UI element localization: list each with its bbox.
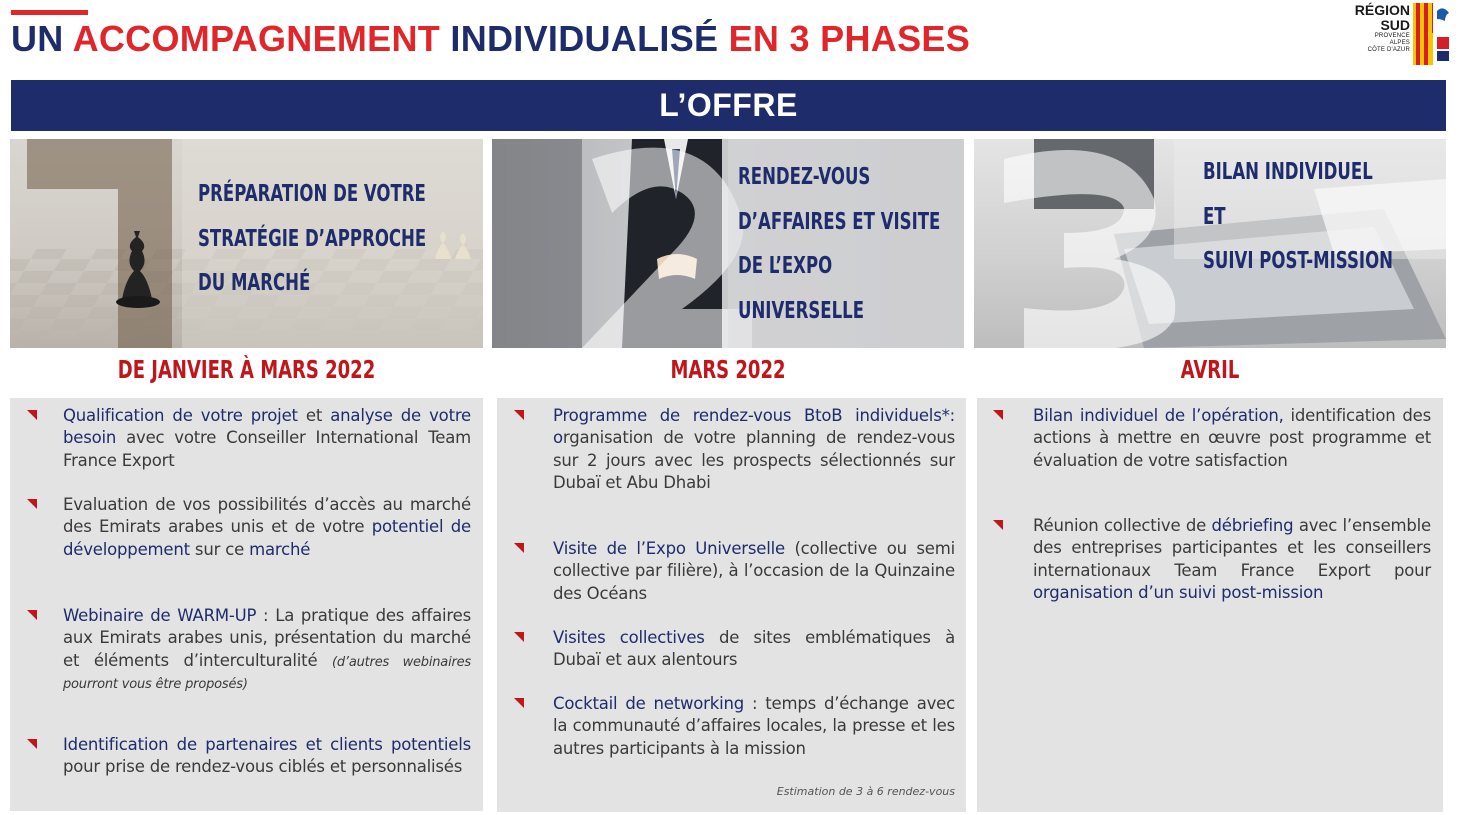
phase-2-details bbox=[497, 398, 966, 812]
phase-3-details bbox=[977, 398, 1443, 812]
region-sud-logo: RÉGION SUD PROVENCE ALPES CÔTE D'AZUR bbox=[1340, 3, 1458, 67]
phase-2-period: MARS 2022 bbox=[670, 355, 786, 384]
list-item: Qualification de votre projet et analyse de votre besoin avec votre Conseiller International Team France Export bbox=[63, 406, 472, 470]
bullet-icon bbox=[27, 499, 37, 509]
phase-card-1 bbox=[10, 139, 483, 348]
offer-banner: L’OFFRE bbox=[11, 80, 1446, 131]
bullet-icon bbox=[514, 410, 524, 420]
phase-card-3 bbox=[974, 139, 1446, 348]
list-item: Identification de partenaires et clients potentiels pour prise de rendez-vous ciblés et personnalisés bbox=[63, 735, 471, 777]
accent-bar bbox=[11, 10, 88, 15]
phase-1-period: DE JANVIER À MARS 2022 bbox=[117, 355, 376, 384]
estimation-note: Estimation de 3 à 6 rendez-vous bbox=[776, 785, 955, 798]
bullet-icon bbox=[27, 410, 37, 420]
bullet-icon bbox=[514, 632, 524, 642]
list-item: Cocktail de networking : temps d’échange avec la communauté d’affaires locales, la presse et les autres participants à la mission bbox=[553, 694, 955, 758]
bullet-icon bbox=[27, 739, 37, 749]
list-item: Visites collectives de sites emblématiques à Dubaï et aux alentours bbox=[553, 628, 955, 670]
shield-icon bbox=[1413, 3, 1453, 65]
page-title: UN ACCOMPAGNEMENT INDIVIDUALISÉ EN 3 PHASES bbox=[11, 18, 971, 59]
bullet-icon bbox=[993, 410, 1003, 420]
list-item: Réunion collective de débriefing avec l’ensemble des entreprises participantes et les conseillers internationaux Team France Export pour organisation d’un suivi post-mission bbox=[1033, 516, 1432, 602]
list-item: Visite de l’Expo Universelle (collective ou semi collective par filière), à l’occasion de la Quinzaine des Océans bbox=[553, 539, 955, 603]
bullet-icon bbox=[993, 520, 1003, 530]
bullet-icon bbox=[514, 543, 524, 553]
phase-2-title: RENDEZ-VOUS D’AFFAIRES ET VISITE DE L’EXPO UNIVERSELLE bbox=[738, 164, 941, 324]
phase-1-details bbox=[10, 398, 483, 811]
list-item: Bilan individuel de l’opération, identification des actions à mettre en œuvre post programme et évaluation de votre satisfaction bbox=[1033, 406, 1431, 470]
list-item: Evaluation de vos possibilités d’accès au marché des Emirats arabes unis et de votre potentiel de développement sur ce marché bbox=[63, 495, 472, 559]
phase-3-title: BILAN INDIVIDUEL ET SUIVI POST-MISSION bbox=[1203, 159, 1394, 274]
phase-3-period: AVRIL bbox=[1180, 355, 1240, 384]
bullet-icon bbox=[27, 610, 37, 620]
bullet-icon bbox=[514, 698, 524, 708]
phase-card-2 bbox=[492, 139, 964, 348]
list-item: Programme de rendez-vous BtoB individuels*: organisation de votre planning de rendez-vous sur 2 jours avec les prospects sélectionnés sur Dubaï et Abu Dhabi bbox=[553, 406, 955, 492]
list-item: Webinaire de WARM-UP : La pratique des affaires aux Emirats arabes unis, présentation du marché et éléments d’interculturalité (d’autres webinaires pourront vous être proposés) bbox=[63, 606, 471, 692]
phase-1-title: PRÉPARATION DE VOTRE STRATÉGIE D’APPROCHE DU MARCHÉ bbox=[198, 181, 427, 296]
